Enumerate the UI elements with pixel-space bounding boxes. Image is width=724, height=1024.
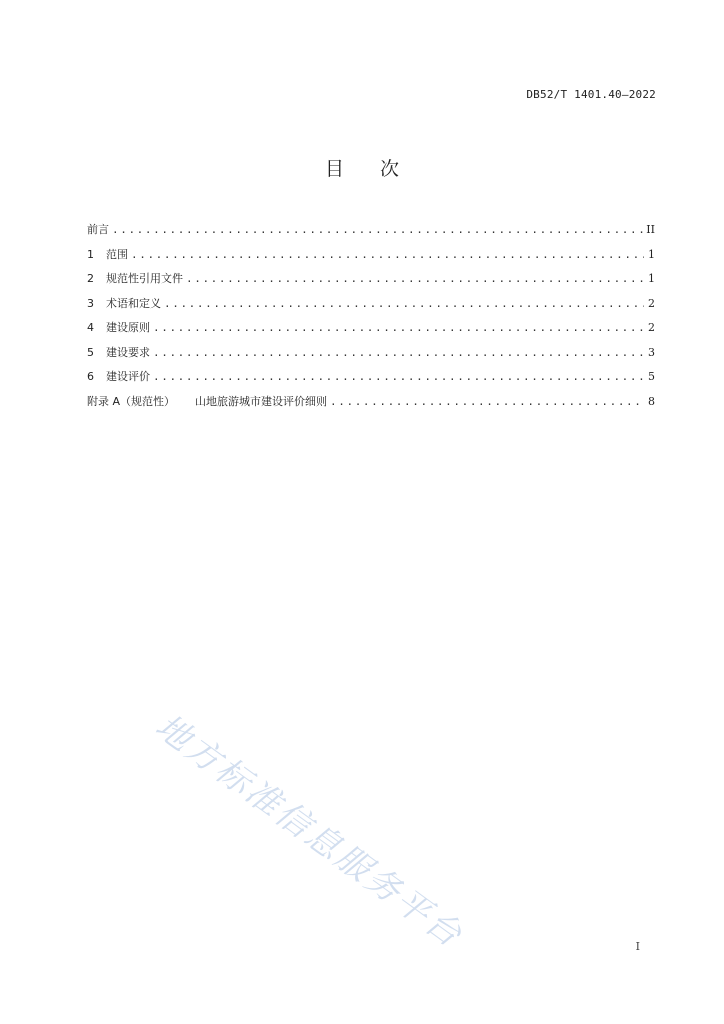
toc-entry-scope[interactable] (87, 243, 655, 268)
watermark: 地方标准信息服务平台 (147, 706, 471, 957)
toc-entry-page: 2 (648, 321, 655, 334)
toc-leader-dots (153, 365, 644, 390)
toc-leader-dots (153, 316, 644, 341)
toc-appendix-prefix: 附录 A（规范性） (87, 394, 176, 408)
document-code: DB52/T 1401.40—2022 (526, 88, 656, 101)
toc-entry-page: 1 (648, 247, 655, 261)
toc-leader-dots (112, 218, 643, 243)
toc-entry-construction-evaluation[interactable] (87, 365, 655, 390)
toc-entry-number: 4 (87, 321, 94, 334)
toc-leader-dots (186, 267, 644, 292)
toc-entry-page: II (646, 223, 655, 236)
toc-entry-page: 1 (648, 272, 655, 285)
toc-leader-dots (131, 243, 644, 268)
toc-entry-page: 2 (648, 296, 655, 310)
toc-leader-dots (164, 292, 644, 317)
toc-entry-number: 1 (87, 247, 94, 261)
toc-entry-terms-definitions[interactable] (87, 292, 655, 317)
toc-entry-label: 建设评价 (106, 370, 150, 383)
toc-entry-label: 术语和定义 (106, 296, 161, 310)
toc-leader-dots (153, 341, 644, 366)
toc-entry-page: 5 (648, 370, 655, 383)
toc-entry-page: 3 (648, 345, 655, 359)
toc-title-char-2: 次 (380, 158, 400, 180)
toc-entry-number: 2 (87, 272, 94, 285)
toc-entry-number: 6 (87, 370, 94, 383)
toc-entry-label: 范围 (106, 247, 128, 261)
toc-title (0, 154, 724, 181)
toc-entry-construction-principles[interactable] (87, 316, 655, 341)
toc-entry-label: 建设要求 (106, 345, 150, 359)
toc-entry-label: 规范性引用文件 (106, 272, 183, 285)
toc-list (87, 218, 655, 414)
toc-entry-construction-requirements[interactable] (87, 341, 655, 366)
toc-entry-label: 山地旅游城市建设评价细则 (195, 394, 328, 408)
toc-entry-appendix-a[interactable] (87, 390, 655, 415)
toc-entry-number: 3 (87, 296, 94, 310)
toc-title-char-1: 目 (324, 158, 344, 180)
toc-entry-page: 8 (648, 394, 655, 408)
toc-entry-normative-references[interactable] (87, 267, 655, 292)
toc-leader-dots (330, 390, 644, 415)
toc-entry-number: 5 (87, 345, 94, 359)
toc-entry-foreword[interactable] (87, 218, 655, 243)
page-number: I (635, 940, 640, 953)
toc-entry-label: 建设原则 (106, 321, 150, 334)
toc-entry-label: 前言 (87, 223, 109, 236)
